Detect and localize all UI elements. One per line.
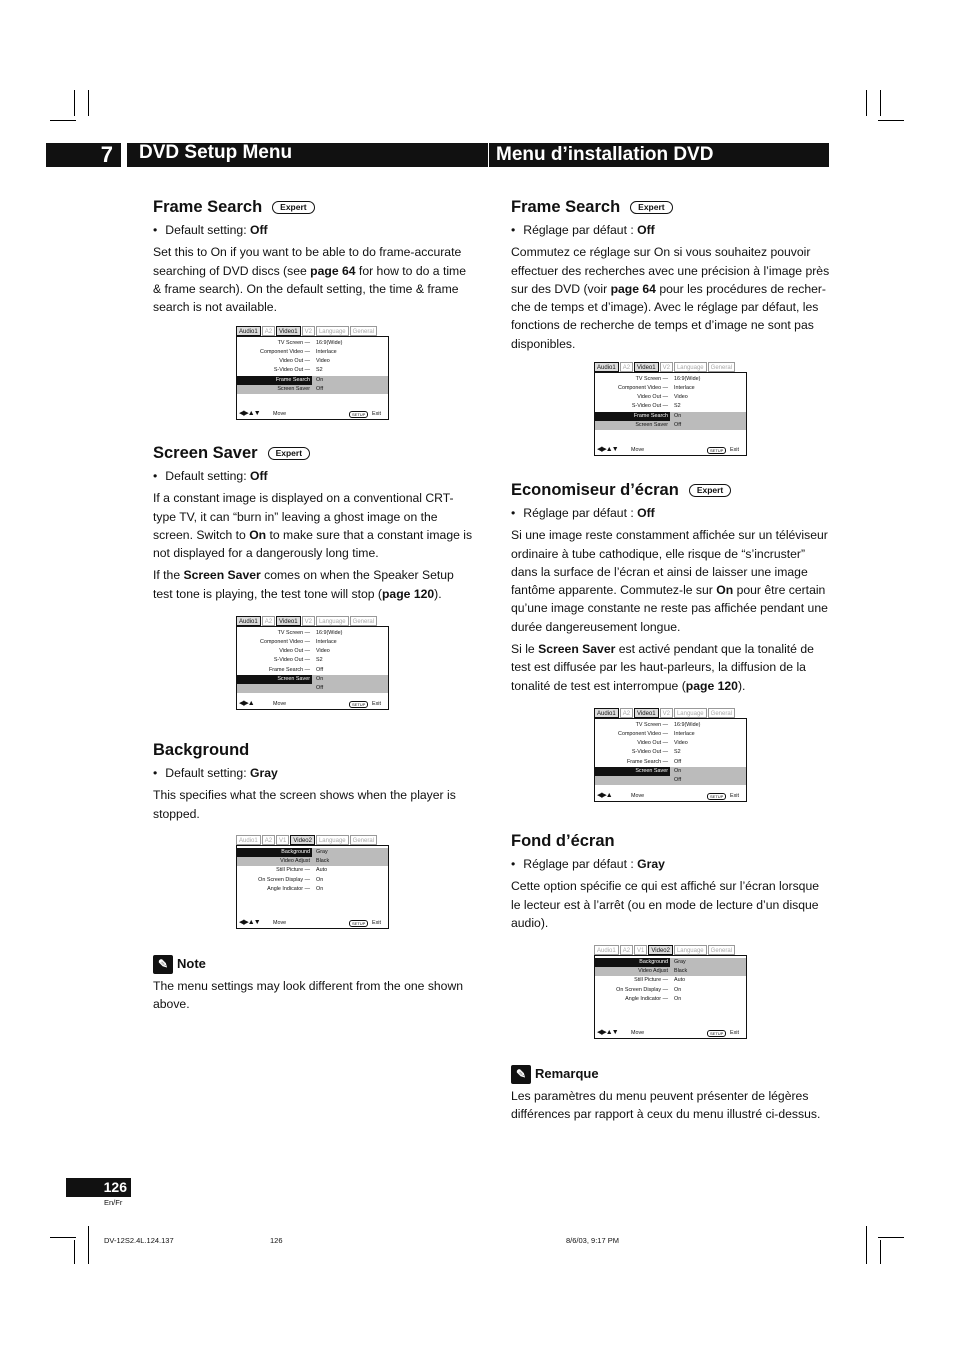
french-fond <box>511 832 831 936</box>
expert-badge: Expert <box>630 201 672 214</box>
note-text: The menu settings may look different from the one shown above. <box>153 979 464 1012</box>
paragraph: Si le Screen Saver est activé pendant que la tonalité de test est diffusée par les haut-parleurs, la diffusion de la tonalité de test est interrompue (page 120). <box>511 642 814 693</box>
osd-screen-screen-saver-fr: Audio1 A2 Video1 V2 Language General TV Screen — 16:9(Wide) Component Video — Interlace Video Out — Video S-Video Out — S2 Frame Search — Off Screen Saver On Off ◀▶▲ Move SETUP Exit <box>594 708 747 803</box>
note-icon: ✎ <box>511 1065 531 1084</box>
section-title: Background <box>153 741 250 759</box>
default-setting: • Réglage par défaut : Gray <box>511 855 831 873</box>
expert-badge: Expert <box>689 484 731 497</box>
default-setting: • Default setting: Gray <box>153 764 473 782</box>
english-frame-search <box>153 198 473 320</box>
note-icon: ✎ <box>153 955 173 974</box>
osd-screen-background-fr: Audio1 A2 V1 Video2 Language General Background Gray Video Adjust Black Still Picture — Auto On Screen Display — On Angle Indicator — On ◀▶▲▼ Move SETUP Exit <box>594 945 747 1040</box>
paragraph: Set this to On if you want to be able to do frame-accurate searching of DVD discs (see page 64 for how to do a time & frame search). On the default setting, the time & frame search is not available. <box>153 245 466 315</box>
paragraph: If the Screen Saver comes on when the Speaker Setup test tone is playing, the test tone will stop (page 120). <box>153 568 454 601</box>
print-page: 126 <box>270 1236 283 1245</box>
crop-mark <box>88 90 89 116</box>
crop-mark <box>880 90 881 116</box>
crop-mark <box>880 1240 881 1264</box>
section-title: Frame Search Expert <box>511 198 831 217</box>
section-title: Fond d’écran <box>511 832 615 850</box>
english-note: ✎ Note The menu settings may look different from the one shown above. <box>153 955 473 1018</box>
section-title: Economiseur d’écran Expert <box>511 481 831 500</box>
section-title: Frame Search Expert <box>153 198 473 217</box>
paragraph: Commutez ce réglage sur On si vous souhaitez pouvoir effectuer des recherches avec une précision à l’image près sur des DVD (voir page 64 pour les procédures de recher-che de temps et d’image). Avec le réglage par défaut, les fonctions de recherche de temps et d’image ne sont pas disponibles. <box>511 245 830 351</box>
default-setting: • Réglage par défaut : Off <box>511 221 831 239</box>
chapter-title-en: DVD Setup Menu <box>127 143 488 167</box>
section-title: Screen Saver Expert <box>153 444 473 463</box>
english-screen-saver <box>153 444 473 607</box>
french-note: ✎ Remarque Les paramètres du menu peuvent présenter de légères différences par rapport à ceux du menu illustré ci-dessus. <box>511 1065 831 1128</box>
language-label: En/Fr <box>104 1198 123 1207</box>
paragraph: Cette option spécifie ce qui est affiché sur l’écran lorsque le lecteur est à l’arrêt (ou en mode de lecture d’un disque audio). <box>511 879 820 930</box>
crop-mark <box>878 120 904 121</box>
crop-mark <box>878 1237 904 1238</box>
default-setting: • Default setting: Off <box>153 467 473 485</box>
crop-mark <box>866 90 867 116</box>
paragraph: This specifies what the screen shows when the player is stopped. <box>153 788 456 821</box>
osd-screen-screen-saver: Audio1 A2 Video1 V2 Language General TV Screen — 16:9(Wide) Component Video — Interlace Video Out — Video S-Video Out — S2 Frame Search — Off Screen Saver On Off ◀▶▲ Move SETUP Exit <box>236 616 389 711</box>
default-setting: • Réglage par défaut : Off <box>511 504 831 522</box>
osd-screen-background: Audio1 A2 V1 Video2 Language General Background Gray Video Adjust Black Still Picture — Auto On Screen Display — On Angle Indicator — On ◀▶▲▼ Move SETUP Exit <box>236 835 389 930</box>
paragraph: Si une image reste constamment affichée sur un téléviseur ordinaire à tube cathodique, elle risque de “s’incruster” dans la surface de l’écran et ainsi de laisser une image fantôme apparente. Commutez-le sur On pour être certain qu’une image constante ne reste pas affichée pendant une durée dangereusement longue. <box>511 528 828 634</box>
note-text: Les paramètres du menu peuvent présenter de légères différences par rapport à ceux du menu illustré ci-dessus. <box>511 1089 821 1122</box>
osd-tabs: Audio1 A2 Video1 V2 Language General <box>236 326 389 336</box>
print-date: 8/6/03, 9:17 PM <box>566 1236 619 1245</box>
crop-mark <box>74 1240 75 1264</box>
crop-mark <box>88 1226 89 1264</box>
expert-badge: Expert <box>268 447 310 460</box>
paragraph: If a constant image is displayed on a conventional CRT-type TV, it can “burn in” leaving a ghost image on the screen. Switch to On to make sure that a constant image is not displayed for a dangerously long time. <box>153 491 473 561</box>
crop-mark <box>74 90 75 116</box>
english-background <box>153 741 473 827</box>
osd-screen-frame-search: Audio1 A2 Video1 V2 Language General TV Screen — 16:9(Wide) Component Video — Interlace Video Out — Video S-Video Out — S2 Frame Search On Screen Saver Off ◀▶▲▼ Move SETUP Exit <box>236 326 389 421</box>
chapter-title-fr: Menu d’installation DVD <box>489 143 829 167</box>
french-frame-search <box>511 198 831 357</box>
default-setting: • Default setting: Off <box>153 221 473 239</box>
page-number: 126 <box>66 1178 131 1197</box>
crop-mark <box>50 120 76 121</box>
crop-mark <box>866 1226 867 1264</box>
crop-mark <box>50 1237 76 1238</box>
expert-badge: Expert <box>272 201 314 214</box>
osd-screen-frame-search-fr: Audio1 A2 Video1 V2 Language General TV Screen — 16:9(Wide) Component Video — Interlace Video Out — Video S-Video Out — S2 Frame Search On Screen Saver Off ◀▶▲▼ Move SETUP Exit <box>594 362 747 457</box>
file-name: DV-12S2.4L.124.137 <box>104 1236 174 1245</box>
chapter-number: 7 <box>46 143 121 167</box>
french-economiseur <box>511 481 831 699</box>
